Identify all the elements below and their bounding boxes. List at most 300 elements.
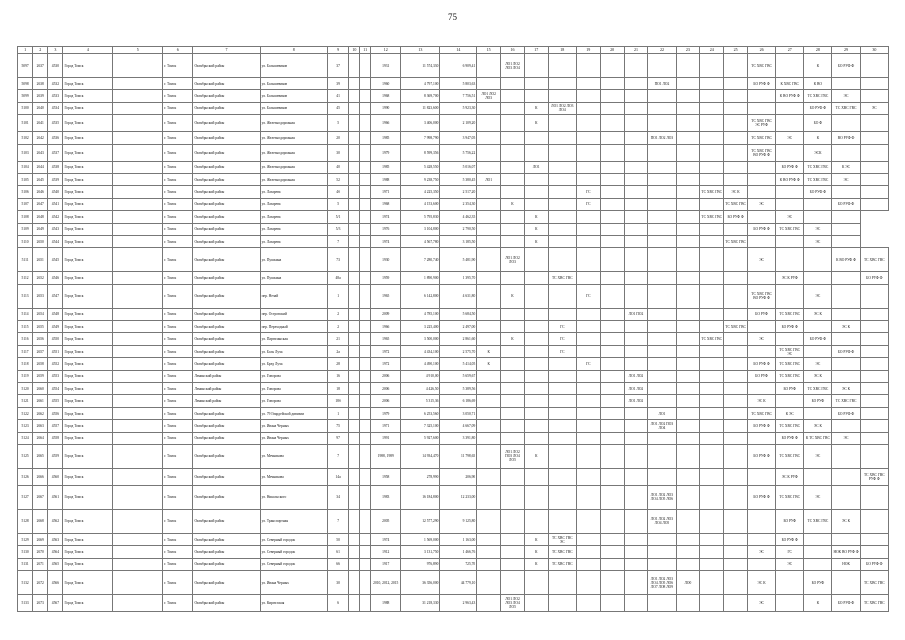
table-cell (624, 321, 648, 333)
table-cell (113, 272, 163, 284)
table-cell (748, 321, 776, 333)
table-cell: Ленинский район (193, 370, 260, 382)
table-cell (477, 444, 501, 468)
table-cell (113, 407, 163, 419)
table-cell: 75 (327, 420, 349, 432)
table-cell: ЭС (748, 248, 776, 272)
table-cell (776, 595, 804, 612)
table-cell (860, 420, 888, 432)
table-cell (360, 333, 371, 345)
table-cell: 2006 (371, 395, 401, 407)
table-cell: 4544 (48, 235, 63, 247)
table-cell (524, 333, 548, 345)
table-cell (624, 485, 648, 509)
table-cell (724, 132, 748, 144)
table-cell: 7 325,100 (401, 420, 440, 432)
table-cell (113, 186, 163, 198)
table-row (18, 333, 889, 345)
table-cell (477, 115, 501, 132)
table-cell (804, 407, 832, 419)
table-cell (600, 248, 624, 272)
table-cell (832, 115, 860, 132)
table-cell (501, 468, 525, 485)
table-cell (360, 571, 371, 595)
table-cell: ТС ХВС ГВС (804, 509, 832, 533)
table-cell (676, 370, 700, 382)
table-cell (524, 272, 548, 284)
table-cell (349, 198, 360, 210)
table-cell: К ВО РУФ Ф (776, 173, 804, 185)
table-cell (624, 211, 648, 223)
table-cell: Октябрьский район (193, 115, 260, 132)
table-cell (477, 54, 501, 78)
table-cell: 5109 (18, 223, 33, 235)
table-cell: Город Томск (63, 102, 113, 114)
table-cell: 4556 (48, 407, 63, 419)
table-cell: ВО РУФ Ф (832, 132, 860, 144)
table-cell: ЛО1 (524, 161, 548, 173)
table-cell (113, 248, 163, 272)
table-cell (676, 173, 700, 185)
table-cell (477, 432, 501, 444)
table-cell: БО РУФ Ф (804, 102, 832, 114)
housing-register-table (17, 46, 889, 612)
table-cell: 4557 (48, 420, 63, 432)
table-cell (676, 211, 700, 223)
table-cell: 5099 (18, 90, 33, 102)
table-cell (477, 571, 501, 595)
table-cell (576, 115, 600, 132)
table-cell (832, 272, 860, 284)
table-cell (477, 211, 501, 223)
table-cell (600, 509, 624, 533)
table-cell: ЛО1 ЛО2 ЛО3 (477, 90, 501, 102)
table-cell: 5098 (18, 78, 33, 90)
table-cell (576, 395, 600, 407)
table-cell (700, 533, 724, 545)
table-cell (477, 558, 501, 570)
table-cell (860, 198, 888, 210)
table-cell: Город Томск (63, 345, 113, 357)
table-cell: ТС ХВС ГВС (776, 223, 804, 235)
table-cell (524, 595, 548, 612)
table-cell (600, 358, 624, 370)
table-cell (477, 272, 501, 284)
table-cell: ПО1 ЛО2 (648, 78, 676, 90)
table-cell (576, 558, 600, 570)
table-cell: ул. Большевиков (260, 78, 327, 90)
table-cell (624, 161, 648, 173)
table-cell (548, 186, 576, 198)
table-cell (624, 284, 648, 308)
table-cell: 206,90 (440, 468, 477, 485)
table-cell: Октябрьский район (193, 102, 260, 114)
table-cell: 2647 (33, 198, 48, 210)
table-cell (700, 284, 724, 308)
table-cell: ГС (548, 321, 576, 333)
table-cell (676, 468, 700, 485)
table-cell (624, 173, 648, 185)
table-cell (804, 272, 832, 284)
table-cell: ул. Железнодорожная (260, 161, 327, 173)
table-row (18, 308, 889, 320)
table-cell: 2638 (33, 78, 48, 90)
table-cell (349, 595, 360, 612)
table-cell (832, 485, 860, 509)
table-cell (576, 370, 600, 382)
table-cell (724, 370, 748, 382)
table-cell (804, 558, 832, 570)
table-cell (548, 161, 576, 173)
table-cell: ТС ХВС ГВС ЭС (776, 345, 804, 357)
table-cell: ЭС К (832, 383, 860, 395)
table-cell: ТС ХВС ГВС (748, 132, 776, 144)
table-cell (501, 558, 525, 570)
table-cell: г. Томск (163, 54, 193, 78)
table-cell (524, 420, 548, 432)
table-cell: 4548 (48, 308, 63, 320)
table-cell (524, 485, 548, 509)
table-cell (600, 284, 624, 308)
table-cell (576, 333, 600, 345)
register-table-sheet (17, 46, 889, 612)
table-cell: г. Томск (163, 78, 193, 90)
table-cell: ТС ХВС ГВС ЭС (548, 533, 576, 545)
table-cell (676, 90, 700, 102)
table-cell (360, 444, 371, 468)
table-cell: 2 575,70 (440, 345, 477, 357)
table-cell: БО РУФ Ф (748, 444, 776, 468)
table-cell: ТС ХВС ГВС (860, 571, 888, 595)
table-cell: ул. Говорова (260, 383, 327, 395)
column-header: 28 (804, 47, 832, 54)
table-cell (477, 468, 501, 485)
table-cell: 1991 (371, 432, 401, 444)
table-cell (600, 132, 624, 144)
table-cell: ЭС (832, 432, 860, 444)
table-cell (648, 533, 676, 545)
table-cell: 4559 (48, 444, 63, 468)
table-cell (724, 558, 748, 570)
table-cell: 4547 (48, 284, 63, 308)
table-cell (477, 186, 501, 198)
table-cell: ЭСК (804, 144, 832, 161)
table-cell (548, 395, 576, 407)
table-cell (501, 546, 525, 558)
table-cell: К ХВС ГВС (776, 78, 804, 90)
table-cell (524, 358, 548, 370)
table-cell (624, 54, 648, 78)
table-row (18, 420, 889, 432)
table-cell: г. Томск (163, 321, 193, 333)
table-cell (548, 485, 576, 509)
table-cell: К (804, 595, 832, 612)
table-cell: ул. Пушкина (260, 248, 327, 272)
table-cell: ТС ХВС ГВС (804, 90, 832, 102)
table-cell (860, 321, 888, 333)
table-cell: 2644 (33, 161, 48, 173)
table-cell: 2658 (33, 358, 48, 370)
table-cell: Город Томск (63, 395, 113, 407)
table-cell: НОК (832, 558, 860, 570)
table-cell: ул. Лазарева (260, 223, 327, 235)
table-cell (724, 358, 748, 370)
table-cell (648, 308, 676, 320)
table-cell: БО РУФ Ф (860, 558, 888, 570)
table-cell (477, 248, 501, 272)
table-cell (724, 509, 748, 533)
table-cell: ул. Железнодорожная (260, 132, 327, 144)
table-cell: 11 574,330 (401, 54, 440, 78)
table-cell: 5130 (18, 546, 33, 558)
table-cell: 4 462,35 (440, 211, 477, 223)
table-cell (676, 432, 700, 444)
table-cell (624, 558, 648, 570)
table-cell: Октябрьский район (193, 235, 260, 247)
table-cell (624, 358, 648, 370)
table-cell (676, 395, 700, 407)
table-cell (360, 321, 371, 333)
table-cell (360, 90, 371, 102)
table-cell: 66 (327, 558, 349, 570)
table-cell (360, 161, 371, 173)
table-cell (724, 78, 748, 90)
column-header: 30 (860, 47, 888, 54)
table-cell: 2645 (33, 173, 48, 185)
table-cell (776, 248, 804, 272)
page-number: 75 (448, 12, 457, 22)
table-cell (349, 407, 360, 419)
table-cell: К (524, 533, 548, 545)
table-cell (600, 198, 624, 210)
table-cell: Город Томск (63, 235, 113, 247)
table-cell (624, 432, 648, 444)
table-cell: К (524, 223, 548, 235)
table-cell (748, 533, 776, 545)
column-header: 27 (776, 47, 804, 54)
table-cell: 5106 (18, 186, 33, 198)
table-cell (624, 90, 648, 102)
column-header: 5 (113, 47, 163, 54)
table-cell: ЭС (804, 235, 832, 247)
table-cell (860, 358, 888, 370)
table-cell: 6 186,69 (440, 395, 477, 407)
table-cell: ТС ХВС ГВС (700, 186, 724, 198)
table-cell (548, 358, 576, 370)
table-cell: ТС ХВС ГВС ВО РУФ Ф (748, 284, 776, 308)
table-cell (548, 173, 576, 185)
table-cell: г. Томск (163, 248, 193, 272)
table-cell: ТС ХВС ГВС (724, 235, 748, 247)
table-cell: Город Томск (63, 358, 113, 370)
table-cell: г. Томск (163, 420, 193, 432)
table-cell: ул. Транспортная (260, 509, 327, 533)
table-cell: 5129 (18, 533, 33, 545)
table-cell: 2010, 2012, 2015 (371, 571, 401, 595)
table-cell: ул. Говорова (260, 370, 327, 382)
table-cell: 5120 (18, 383, 33, 395)
table-cell: ЛО1 ЛО2 ЛО3 ЛО4 (501, 54, 525, 78)
table-cell (113, 333, 163, 345)
table-cell: Город Томск (63, 432, 113, 444)
table-cell: 4564 (48, 546, 63, 558)
table-cell (360, 248, 371, 272)
table-cell (700, 358, 724, 370)
table-cell: 9 125,80 (440, 509, 477, 533)
table-cell (724, 248, 748, 272)
table-cell: БО РУФ Ф (748, 223, 776, 235)
table-cell: Октябрьский район (193, 78, 260, 90)
table-cell: 1988 (371, 173, 401, 185)
table-cell: ЭС (832, 173, 860, 185)
table-cell: 4542 (48, 211, 63, 223)
table-cell (676, 115, 700, 132)
table-cell: 1966 (371, 115, 401, 132)
table-cell (113, 284, 163, 308)
table-cell: 48а (327, 272, 349, 284)
table-cell (804, 211, 832, 223)
table-cell (576, 321, 600, 333)
table-cell: 1930 (371, 248, 401, 272)
table-cell: ЭС К РУФ (776, 468, 804, 485)
table-cell (600, 78, 624, 90)
table-cell: Октябрьский район (193, 284, 260, 308)
table-cell: ТС ХВС ГВС ВО РУФ Ф (748, 144, 776, 161)
table-cell (576, 533, 600, 545)
table-cell: 5122 (18, 407, 33, 419)
table-cell: ул. Мечникова (260, 444, 327, 468)
column-header: 22 (648, 47, 676, 54)
table-cell: Город Томск (63, 407, 113, 419)
table-cell (477, 533, 501, 545)
table-cell: 8 369,700 (401, 90, 440, 102)
table-cell: 5 389,56 (440, 383, 477, 395)
table-cell: 5101 (18, 115, 33, 132)
table-cell (548, 248, 576, 272)
column-header: 21 (624, 47, 648, 54)
table-cell: г. Томск (163, 333, 193, 345)
table-cell: ПО1 ЛО2 ЛО3 (648, 132, 676, 144)
table-cell: 4534 (48, 102, 63, 114)
table-cell: 4 225,350 (401, 186, 440, 198)
table-cell (776, 54, 804, 78)
table-cell (624, 407, 648, 419)
table-cell (524, 321, 548, 333)
table-cell (501, 533, 525, 545)
table-cell: ТС ХВС ГВС (724, 198, 748, 210)
table-cell (700, 558, 724, 570)
table-cell (832, 235, 860, 247)
table-cell (477, 321, 501, 333)
table-cell (724, 468, 748, 485)
table-cell (576, 144, 600, 161)
table-cell: ТС ХВС ГВС (748, 407, 776, 419)
table-cell (676, 509, 700, 533)
table-cell: Город Томск (63, 198, 113, 210)
table-cell: г. Томск (163, 161, 193, 173)
table-cell: г. Томск (163, 102, 193, 114)
table-cell: Город Томск (63, 132, 113, 144)
table-cell: ЭС К (724, 186, 748, 198)
table-row (18, 161, 889, 173)
table-cell (113, 485, 163, 509)
table-cell (360, 284, 371, 308)
table-cell: Октябрьский район (193, 54, 260, 78)
column-header: 14 (440, 47, 477, 54)
table-cell: г. Томск (163, 468, 193, 485)
table-cell (624, 223, 648, 235)
table-row (18, 248, 889, 272)
table-cell: ГС (548, 333, 576, 345)
table-cell (648, 272, 676, 284)
table-cell (700, 345, 724, 357)
table-cell (349, 321, 360, 333)
table-cell: ЭС (776, 132, 804, 144)
table-cell: К (524, 235, 548, 247)
table-cell: БО РУФ Ф (804, 186, 832, 198)
table-cell: 39 (327, 78, 349, 90)
table-cell: 4565 (48, 558, 63, 570)
table-cell (676, 235, 700, 247)
table-row (18, 115, 889, 132)
table-cell (648, 102, 676, 114)
table-cell: ул. Пушкина (260, 272, 327, 284)
table-cell (600, 54, 624, 78)
table-cell (576, 90, 600, 102)
table-cell (860, 308, 888, 320)
table-cell: Город Томск (63, 78, 113, 90)
table-cell: 4560 (48, 468, 63, 485)
table-cell (624, 595, 648, 612)
table-cell (477, 235, 501, 247)
table-cell (724, 345, 748, 357)
table-cell (724, 485, 748, 509)
table-cell (724, 173, 748, 185)
table-cell: 6 909,41 (440, 54, 477, 78)
table-cell (477, 78, 501, 90)
table-cell (804, 533, 832, 545)
table-cell: Октябрьский район (193, 444, 260, 468)
table-cell (676, 102, 700, 114)
table-cell: ЛО1 ЛО2 ЛО3 ЛО4 (548, 102, 576, 114)
table-cell: ЭС К (804, 308, 832, 320)
table-cell (113, 432, 163, 444)
table-cell: ЭС К (748, 395, 776, 407)
table-cell: ул. Ивана Черных (260, 571, 327, 595)
table-cell: БО РУФ Ф (748, 358, 776, 370)
table-row (18, 546, 889, 558)
table-cell (349, 161, 360, 173)
table-cell (724, 407, 748, 419)
table-cell (501, 420, 525, 432)
column-header: 1 (18, 47, 33, 54)
table-cell (724, 115, 748, 132)
table-cell (113, 211, 163, 223)
table-cell: К ВО РУФ Ф (832, 248, 860, 272)
table-cell: 4536 (48, 132, 63, 144)
table-cell: Октябрьский район (193, 161, 260, 173)
table-cell: 5 428,550 (401, 161, 440, 173)
table-cell: Город Томск (63, 333, 113, 345)
table-cell: 4535 (48, 115, 63, 132)
table-cell (700, 144, 724, 161)
table-cell (548, 198, 576, 210)
table-cell: 2009 (371, 308, 401, 320)
table-cell (676, 485, 700, 509)
table-cell (776, 284, 804, 308)
table-cell: ТС ХВС ГВС (776, 485, 804, 509)
table-cell: ЛО1 ЛО2 ЛО3 ЛО4 ЛО5 (648, 509, 676, 533)
